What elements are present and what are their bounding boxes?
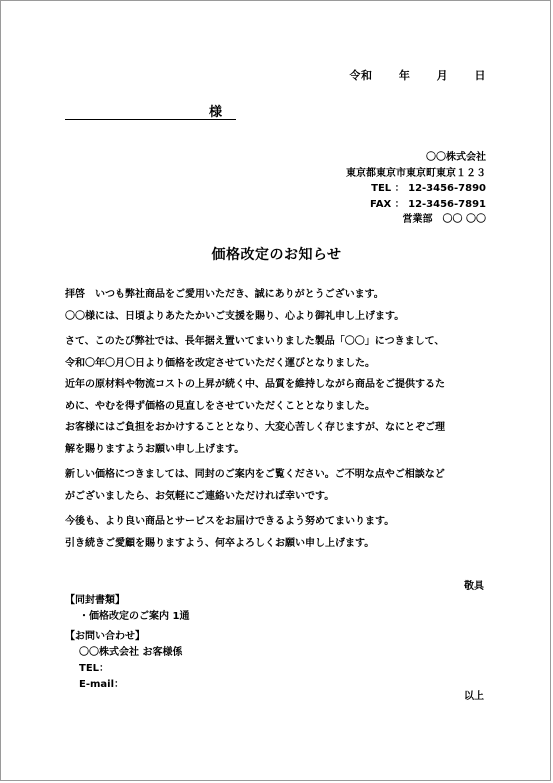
closing-paragraph xyxy=(65,511,495,554)
contact-tel: TEL： xyxy=(79,663,110,674)
letter-title: 価格改定のお知らせ xyxy=(211,247,342,263)
date-day: 日 xyxy=(474,69,486,82)
date-era: 令和 xyxy=(349,69,373,82)
contact-heading: 【お問い合わせ】 xyxy=(65,631,145,642)
recipient-honorific: 様 xyxy=(208,105,222,120)
body-line: 〇〇様には、日頃よりあたたかいご支援を賜り、心より御礼申し上げます。 xyxy=(65,310,405,322)
enclosures-heading: 【同封書類】 xyxy=(65,595,125,606)
body-line: さて、このたび弊社では、長年据え置いてまいりました製品「〇〇」につきまして、 xyxy=(65,336,445,347)
sender-block xyxy=(346,150,486,228)
main-paragraph xyxy=(65,331,495,460)
recipient-line xyxy=(65,101,236,120)
body-line: お客様にはご負担をおかけすることとなり、大変心苦しく存じますが、なにとぞご理 xyxy=(65,422,445,433)
closing-word: 敬具 xyxy=(464,581,484,592)
date-year: 年 xyxy=(398,69,411,82)
contact-company: 〇〇株式会社 お客様係 xyxy=(79,647,183,658)
body-line: めに、やむを得ず価格の見直しをさせていただくこととなりました。 xyxy=(65,400,375,412)
inquiry-paragraph xyxy=(65,464,495,507)
date-month: 月 xyxy=(436,69,449,82)
body-line: 拝啓 いつも弊社商品をご愛用いただき、誠にありがとうございます。 xyxy=(65,289,384,300)
greeting-paragraph xyxy=(65,284,495,327)
letter-body xyxy=(65,284,495,558)
sender-department: 営業部 〇〇 〇〇 xyxy=(402,214,486,225)
end-word: 以上 xyxy=(464,691,484,702)
sender-company: 〇〇株式会社 xyxy=(426,152,486,163)
body-line: 解を賜りますようお願い申し上げます。 xyxy=(65,443,245,455)
sender-address: 東京都東京市東京町東京１２３ xyxy=(346,167,486,179)
sender-tel: TEL ： 12-3456-7890 xyxy=(371,183,486,194)
enclosure-item: ・価格改定のご案内 1通 xyxy=(79,611,190,622)
body-line: 引き続きご愛顧を賜りますよう、何卒よろしくお願い申し上げます。 xyxy=(65,537,375,549)
body-line: 近年の原材料や物流コストの上昇が続く中、品質を維持しながら商品をご提供するた xyxy=(65,379,445,390)
body-line: 今後も、より良い商品とサービスをお届けできるよう努めてまいります。 xyxy=(65,516,395,527)
body-line: がございましたら、お気軽にご連絡いただければ幸いです。 xyxy=(65,490,335,502)
attachments-block xyxy=(65,593,189,693)
body-line: 令和〇年〇月〇日より価格を改定させていただく運びとなりました。 xyxy=(65,357,375,369)
contact-email: E-mail： xyxy=(79,679,125,690)
letter-date xyxy=(349,67,486,83)
body-line: 新しい価格につきましては、同封のご案内をご覧ください。ご不明な点やご相談など xyxy=(65,469,445,480)
sender-fax: FAX ： 12-3456-7891 xyxy=(370,198,486,210)
